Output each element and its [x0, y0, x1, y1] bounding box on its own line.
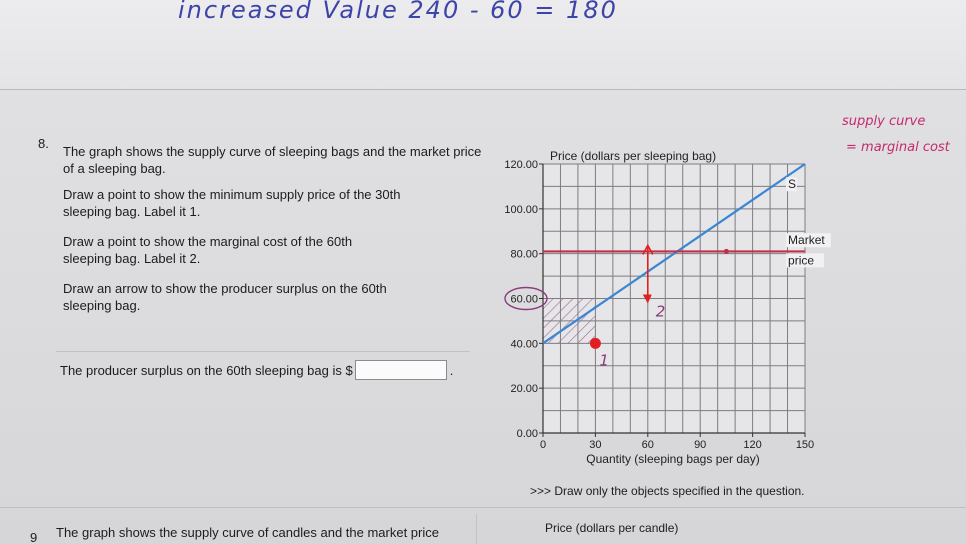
handwritten-note-supply: supply curve: [842, 114, 926, 129]
question-part-1: Draw a point to show the minimum supply price of the 30th sleeping bag. Label it 1.: [63, 187, 401, 219]
point-1: [590, 338, 601, 349]
x-tick-label: 150: [795, 439, 815, 451]
x-tick-label: 90: [694, 439, 707, 451]
y-tick-label: 80.00: [510, 248, 538, 261]
x-axis-label: Quantity (sleeping bags per day): [586, 452, 760, 466]
handwritten-note-marginal: = marginal cost: [846, 140, 950, 155]
x-tick-label: 30: [589, 439, 602, 451]
question-9-number: 9: [30, 530, 38, 544]
question-9-text: The graph shows the supply curve of candles and the market price: [56, 525, 439, 540]
supply-label: S: [788, 177, 797, 192]
x-tick-label: 60: [641, 439, 654, 451]
handwritten-note-top: increased Value 240 - 60 = 180: [178, 0, 618, 24]
question-number: 8.: [38, 136, 49, 151]
point-1-label: 1: [599, 351, 609, 370]
question-9-chart-title: Price (dollars per candle): [545, 521, 679, 535]
y-tick-label: 0.00: [516, 428, 538, 440]
question-part-2: Draw a point to show the marginal cost of the 60th sleeping bag. Label it 2.: [63, 234, 353, 266]
x-tick-label: 0: [539, 439, 547, 451]
question-intro: The graph shows the supply curve of sleeping bags and the market price of a sleeping bag.: [63, 144, 482, 176]
y-tick-label: 120.00: [504, 159, 538, 171]
answer-prefix: The producer surplus on the 60th sleeping bag is $: [60, 362, 353, 378]
market-price-handle: [724, 249, 729, 254]
y-tick-label: 60.00: [510, 293, 538, 306]
y-tick-label: 40.00: [510, 338, 538, 351]
market-price-label: price: [788, 253, 815, 268]
y-tick-label: 20.00: [510, 383, 538, 396]
y-tick-label: 100.00: [504, 203, 538, 216]
chart-title: Price (dollars per sleeping bag): [550, 149, 717, 163]
answer-suffix: .: [449, 362, 454, 378]
point-2-label: 2: [655, 302, 666, 321]
market-price-label: Market: [788, 233, 825, 248]
question-part-3: Draw an arrow to show the producer surplus on the 60th sleeping bag.: [63, 281, 387, 313]
instruction-text: >>> Draw only the objects specified in the question.: [530, 484, 805, 498]
x-tick-label: 120: [743, 439, 762, 451]
